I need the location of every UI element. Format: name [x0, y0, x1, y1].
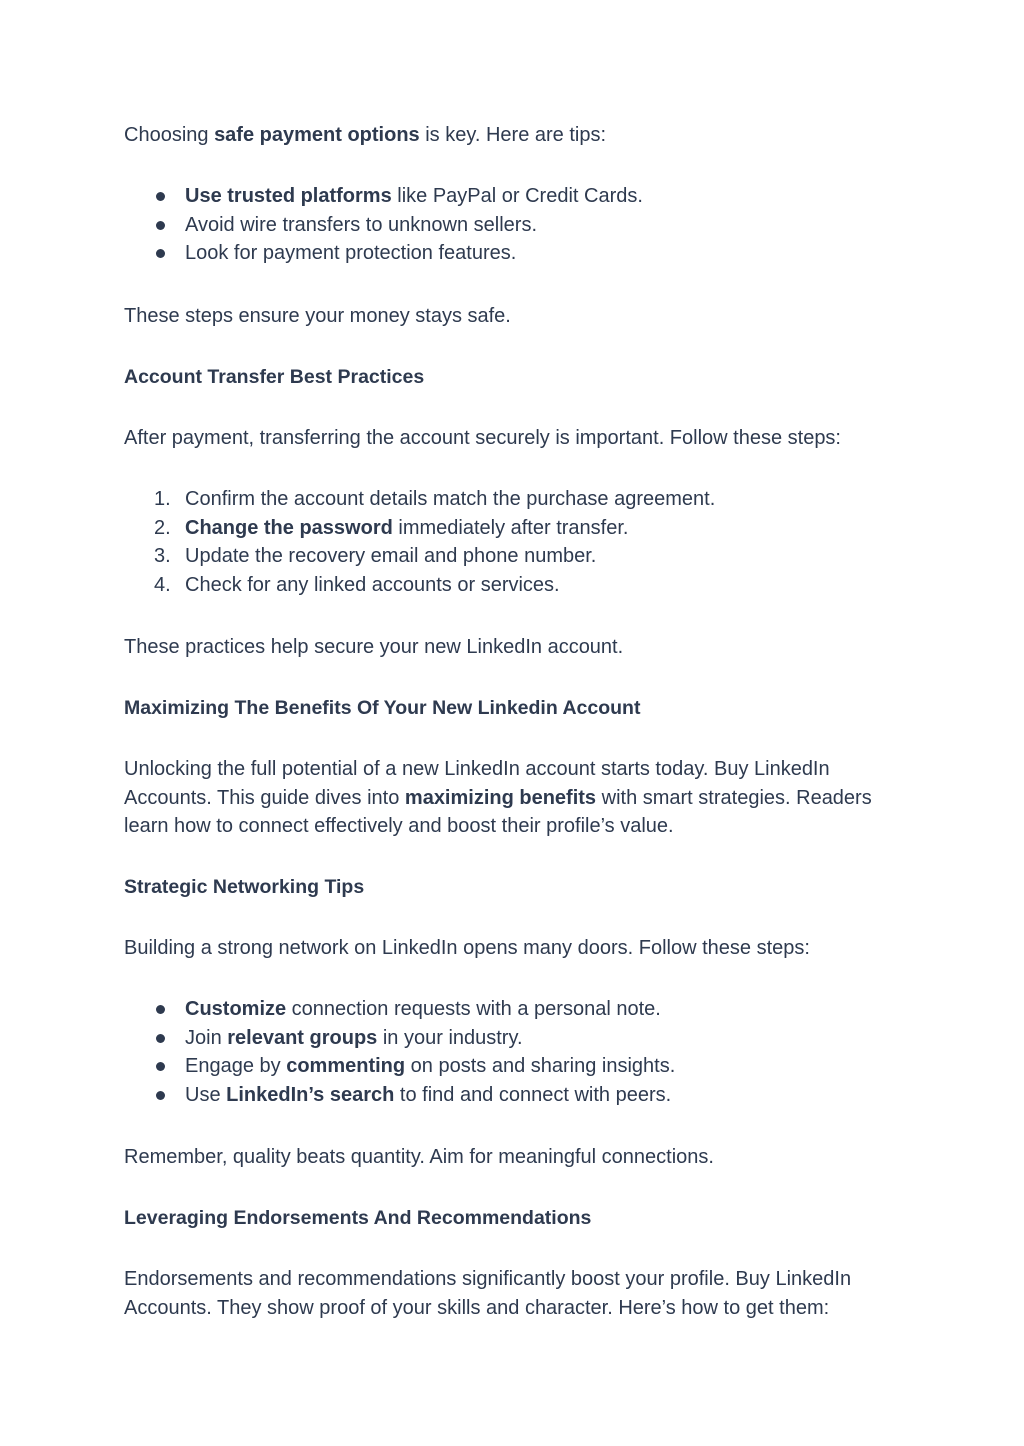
payment-tips-list	[124, 182, 904, 268]
list-item: 1. Confirm the account details match the purchase agreement.	[124, 485, 904, 514]
list-number: 3.	[154, 545, 171, 567]
intro-text: Choosing	[124, 124, 215, 146]
networking-closing: Remember, quality beats quantity. Aim for meaningful connections.	[124, 1146, 714, 1168]
bullet-icon	[156, 1091, 165, 1100]
list-item: 2. Change the password immediately after transfer.	[124, 514, 904, 543]
transfer-closing: These practices help secure your new LinkedIn account.	[124, 636, 624, 658]
list-number: 2.	[154, 516, 171, 539]
list-item: Join relevant groups in your industry.	[124, 1024, 904, 1053]
bullet-icon	[156, 1062, 165, 1071]
intro-bold: safe payment options	[214, 124, 420, 146]
list-number: 1.	[154, 488, 171, 510]
section-heading: Strategic Networking Tips	[124, 876, 365, 898]
payment-intro	[124, 121, 904, 150]
list-item: Engage by commenting on posts and sharing insights.	[124, 1052, 904, 1081]
list-item: Look for payment protection features.	[124, 239, 904, 268]
list-item: 3. Update the recovery email and phone number.	[124, 542, 904, 571]
list-number: 4.	[154, 573, 171, 596]
bullet-icon	[156, 1034, 165, 1043]
section-heading: Account Transfer Best Practices	[124, 366, 425, 388]
bullet-icon	[156, 221, 165, 230]
maximizing-paragraph: Unlocking the full potential of a new LinkedIn account starts today. Buy LinkedIn Accounts. This guide dives into maximizing benefits with smart strategies. Readers learn how to connect effectively and boost their profile’s value.	[124, 758, 872, 837]
payment-closing: These steps ensure your money stays safe.	[124, 305, 511, 327]
section-heading: Leveraging Endorsements And Recommendations	[124, 1207, 592, 1229]
networking-intro: Building a strong network on LinkedIn opens many doors. Follow these steps:	[124, 937, 810, 959]
endorsements-paragraph: Endorsements and recommendations significantly boost your profile. Buy LinkedIn Accounts. They show proof of your skills and character. Here’s how to get them:	[124, 1268, 852, 1319]
list-item: Use trusted platforms like PayPal or Credit Cards.	[124, 182, 904, 211]
intro-text-end: is key. Here are tips:	[419, 124, 607, 146]
networking-tips-list	[124, 995, 904, 1109]
bullet-icon	[156, 192, 165, 201]
list-item: Customize connection requests with a personal note.	[124, 995, 904, 1024]
list-item: 4. Check for any linked accounts or services.	[124, 571, 904, 600]
list-item: Avoid wire transfers to unknown sellers.	[124, 211, 904, 240]
bullet-icon	[156, 249, 165, 258]
list-item: Use LinkedIn’s search to find and connect with peers.	[124, 1081, 904, 1110]
transfer-intro: After payment, transferring the account securely is important. Follow these steps:	[124, 427, 841, 449]
bullet-icon	[156, 1005, 165, 1014]
transfer-steps-list	[124, 485, 904, 599]
section-heading: Maximizing The Benefits Of Your New Linkedin Account	[124, 697, 641, 719]
